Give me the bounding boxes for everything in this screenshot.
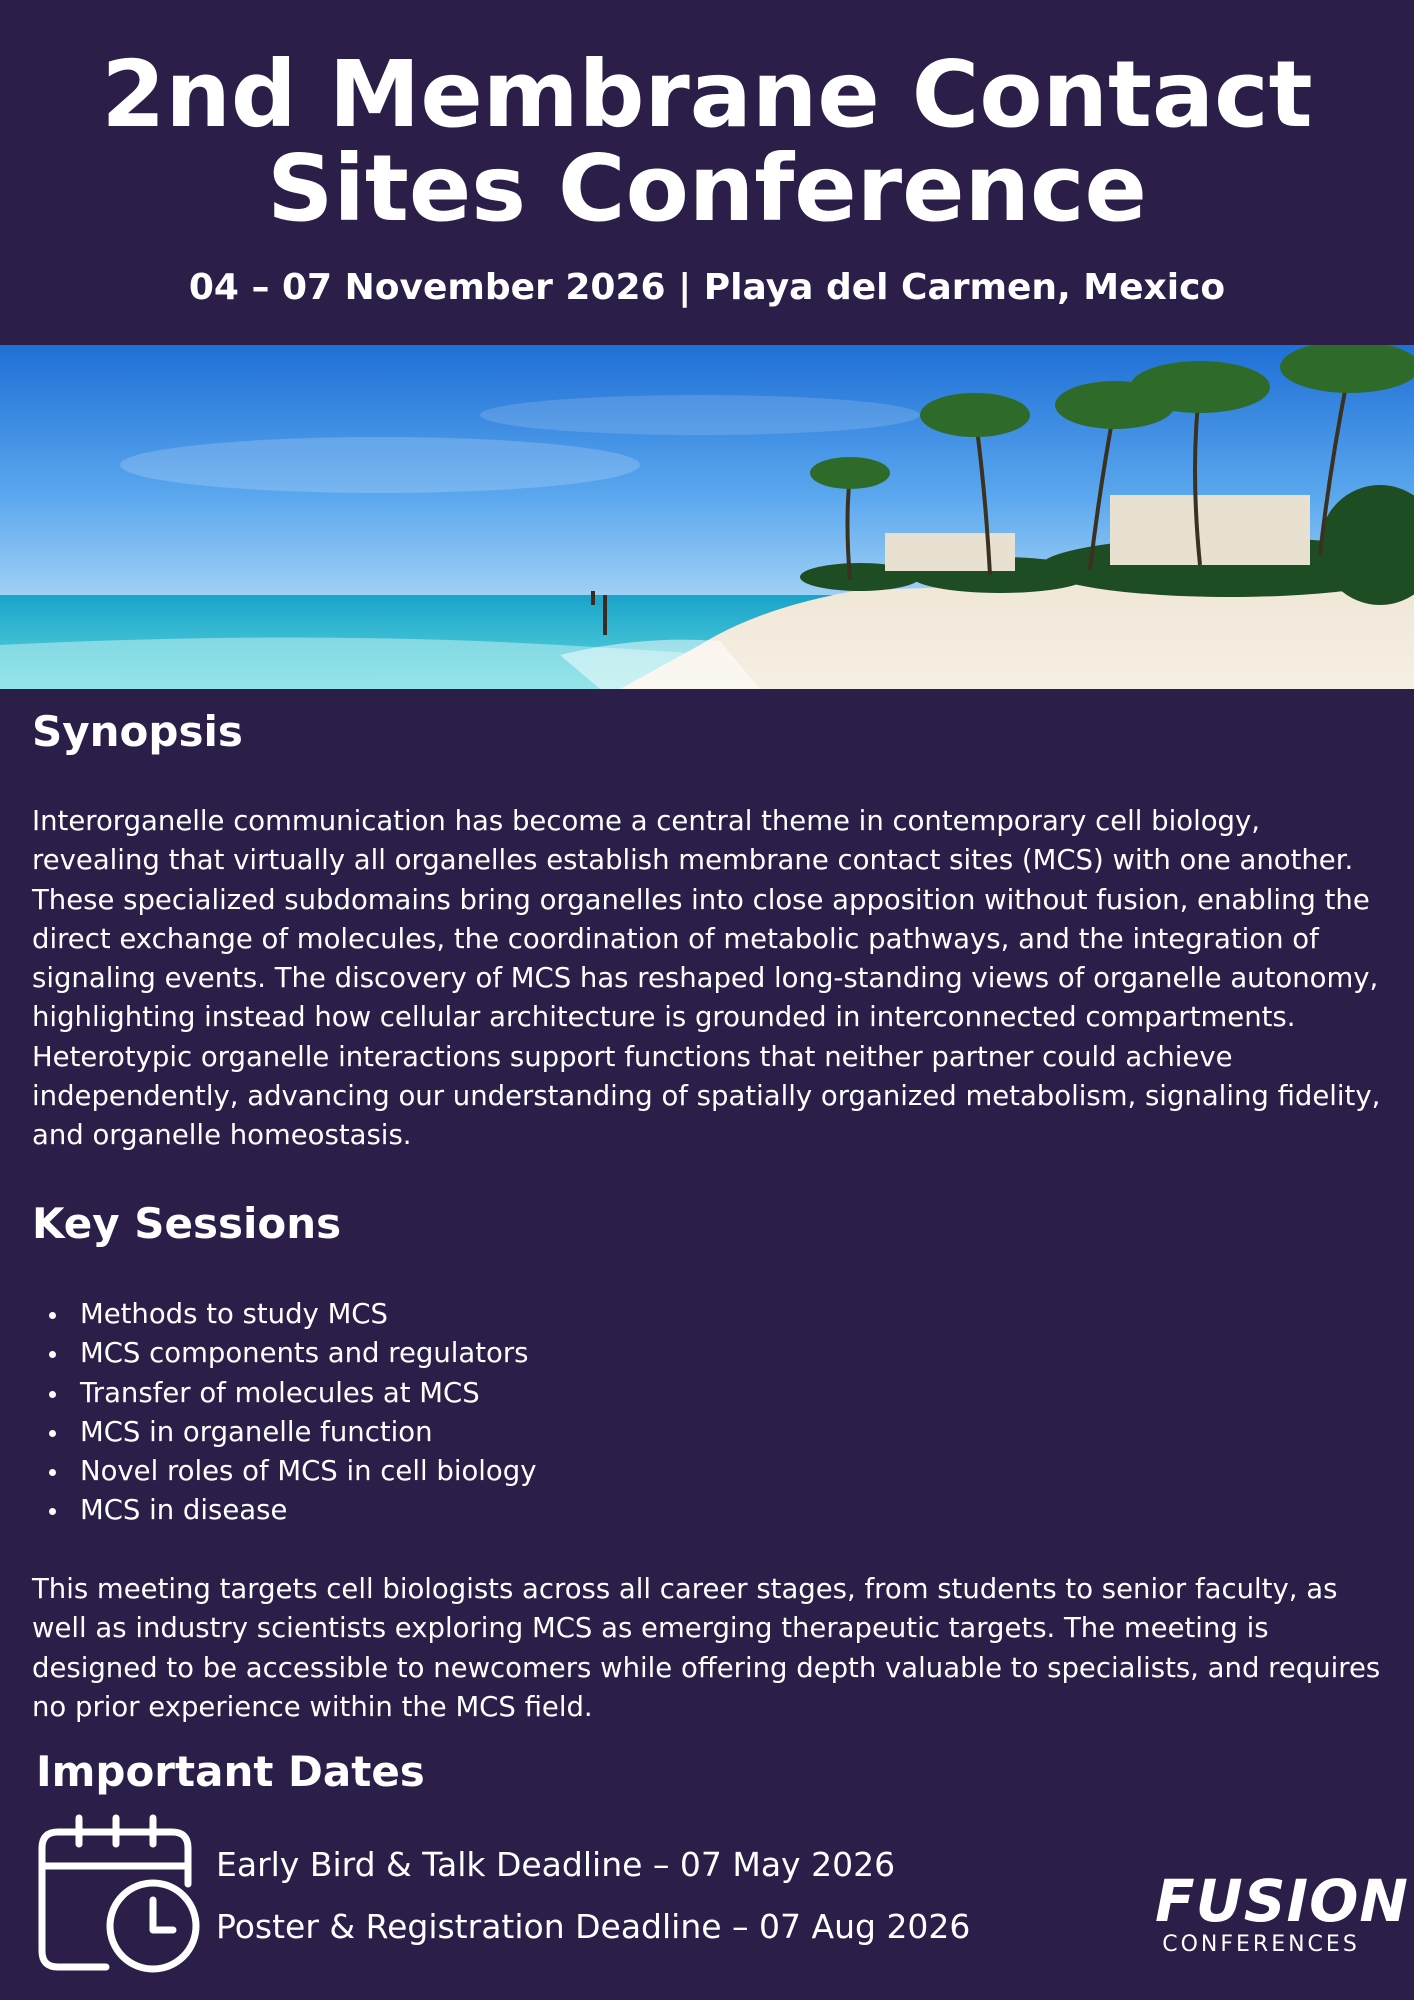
important-dates-heading: Important Dates: [36, 1747, 425, 1796]
list-item: Novel roles of MCS in cell biology: [32, 1452, 537, 1491]
logo-sub-text: CONFERENCES: [1162, 1932, 1360, 1957]
list-item: Transfer of molecules at MCS: [32, 1374, 537, 1413]
title-line-2: Sites Conference: [267, 135, 1147, 242]
audience-text: This meeting targets cell biologists across all career stages, from students to senior faculty, as well as industry scientists exploring MCS as emerging therapeutic targets. The meeting is designed to be accessible to newcomers while offering depth valuable to specialists, and requires no prior experience within the MCS field.: [32, 1573, 1381, 1723]
list-item: MCS in disease: [32, 1491, 537, 1530]
title-line-1: 2nd Membrane Contact: [101, 41, 1313, 148]
list-item: MCS in organelle function: [32, 1413, 537, 1452]
logo-main-text: FUSION: [1155, 1867, 1409, 1935]
calendar-clock-icon: [36, 1814, 204, 1978]
key-sessions-list: [32, 1295, 537, 1531]
page-title: [0, 41, 1414, 242]
key-sessions-heading: Key Sessions: [32, 1199, 342, 1248]
date-poster-registration: Poster & Registration Deadline – 07 Aug 2026: [216, 1907, 971, 1946]
date-early-bird: Early Bird & Talk Deadline – 07 May 2026: [216, 1845, 896, 1884]
list-item: MCS components and regulators: [32, 1334, 537, 1373]
synopsis-heading: Synopsis: [32, 707, 243, 756]
list-item: Methods to study MCS: [32, 1295, 537, 1334]
hero-beach-image: [0, 345, 1414, 689]
synopsis-text: Interorganelle communication has become a central theme in contemporary cell biology, revealing that virtually all organelles establish membrane contact sites (MCS) with one another. These specialized subdomains bring organelles into close apposition without fusion, enabling the direct exchange of molecules, the coordination of metabolic pathways, and the integration of signaling events. The discovery of MCS has reshaped long-standing views of organelle autonomy, highlighting instead how cellular architecture is grounded in interconnected compartments. Heterotypic organelle interactions support functions that neither partner could achieve independently, advancing our understanding of spatially organized metabolism, signaling fidelity, and organelle homeostasis.: [32, 805, 1381, 1152]
event-date-location: 04 – 07 November 2026 | Playa del Carmen, Mexico: [188, 267, 1226, 308]
fusion-conferences-logo: [1155, 1867, 1409, 1958]
header: [0, 0, 1414, 345]
